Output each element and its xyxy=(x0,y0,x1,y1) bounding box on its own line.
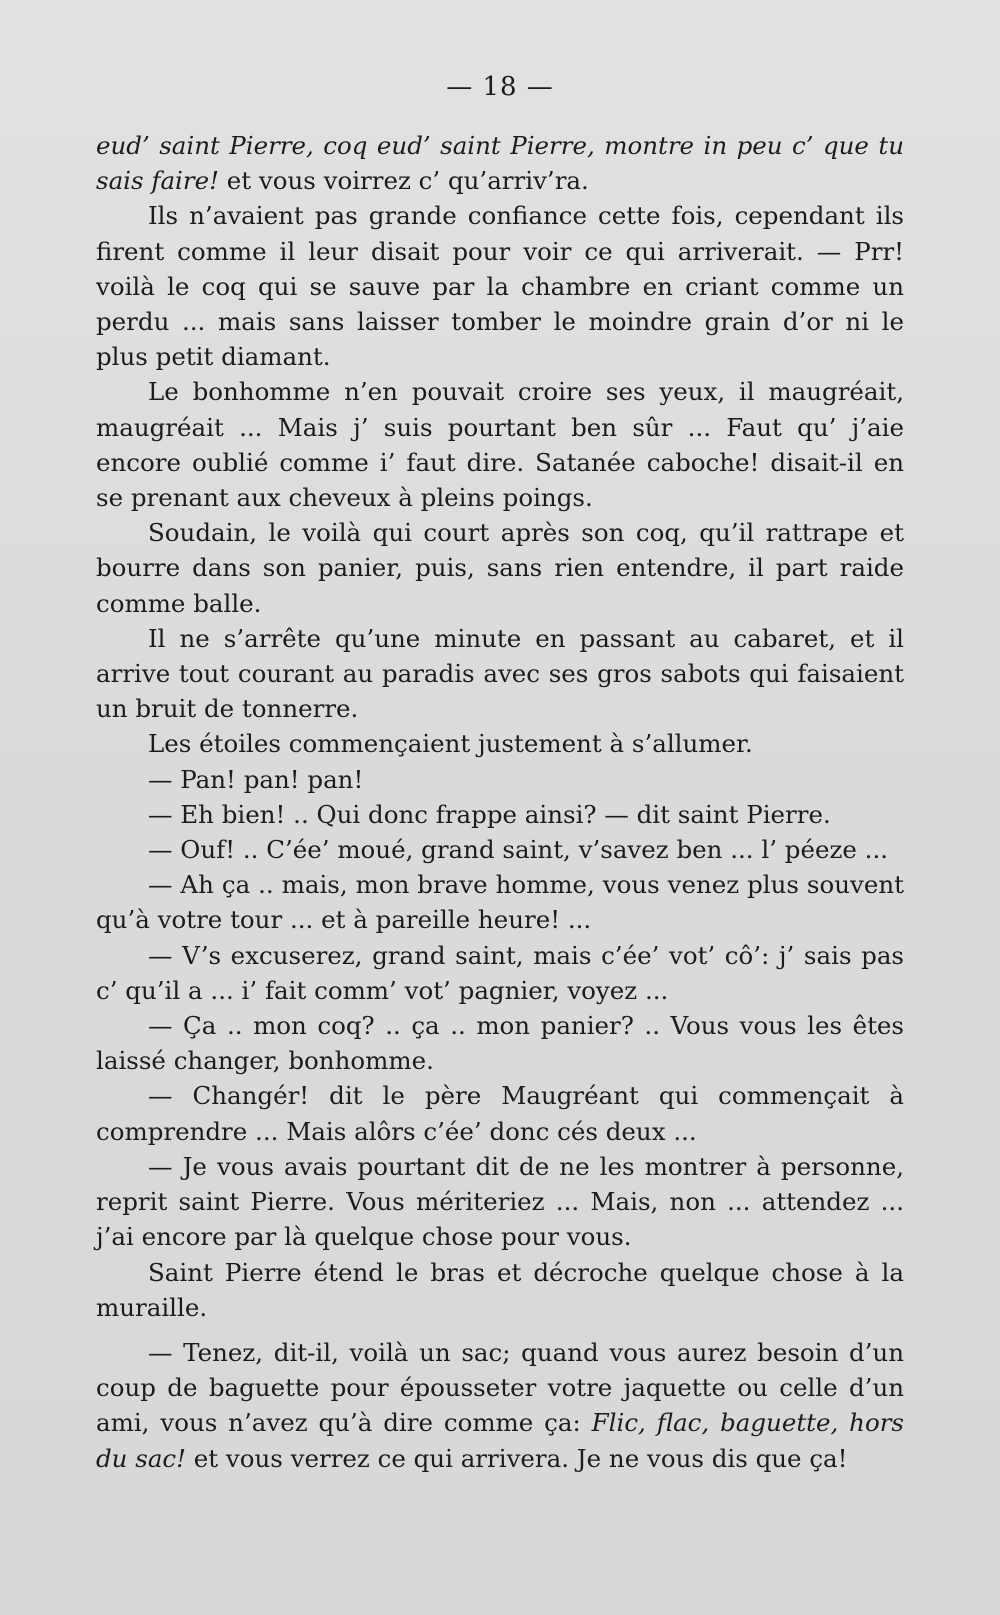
text-run: — Tenez, dit-il, voilà un sac; quand vous aurez besoin d’un coup de baguette pour épousseter votre jaquette ou celle d’un ami, vous n’avez qu’à dire comme ça: xyxy=(96,1337,904,1438)
dialogue-line-1: — Pan! pan! pan! xyxy=(148,764,364,794)
text-run: et vous voirrez c’ qu’arriv’ra. xyxy=(218,166,589,196)
paragraph-5: Il ne s’arrête qu’une minute en passant au cabaret, et il arrive tout courant au paradis avec ses gros sabots qui faisaient un bruit de tonnerre. xyxy=(96,623,904,724)
paragraph-6: Les étoiles commençaient justement à s’allumer. xyxy=(148,729,753,759)
body-text xyxy=(96,128,904,1476)
paragraph-final xyxy=(96,1335,904,1476)
dialogue-line-2: — Eh bien! .. Qui donc frappe ainsi? — dit saint Pierre. xyxy=(148,799,831,829)
dialogue-line-7: — Changér! dit le père Maugréant qui commençait à comprendre ... Mais alôrs c’ée’ donc cés deux ... xyxy=(96,1081,904,1146)
paragraph-3: Le bonhomme n’en pouvait croire ses yeux, il maugréait, maugréait ... Mais j’ suis pourtant ben sûr ... Faut qu’ j’aie encore oublié comme i’ faut dire. Satanée caboche! disait-il en se prenant aux cheveux à pleins poings. xyxy=(96,377,904,513)
dialogue-line-3: — Ouf! .. C’ée’ moué, grand saint, v’savez ben ... l’ péeze ... xyxy=(148,835,889,865)
paragraph-narration: Saint Pierre étend le bras et décroche quelque chose à la muraille. xyxy=(96,1257,904,1322)
dialogue-line-4: — Ah ça .. mais, mon brave homme, vous venez plus souvent qu’à votre tour ... et à pareille heure! ... xyxy=(96,870,904,935)
dialogue-line-5: — V’s excuserez, grand saint, mais c’ée’ vot’ cô’: j’ sais pas c’ qu’il a ... i’ fait comm’ vot’ pagnier, voyez ... xyxy=(96,940,904,1005)
dialogue-line-8: — Je vous avais pourtant dit de ne les montrer à personne, reprit saint Pierre. Vous mériteriez ... Mais, non ... attendez ... j’ai encore par là quelque chose pour vous. xyxy=(96,1151,904,1252)
paragraph-2: Ils n’avaient pas grande confiance cette fois, cependant ils firent comme il leur disait pour voir ce qui arriverait. — Prr! voilà le coq qui se sauve par la chambre en criant comme un perdu ... mais sans laisser tomber le moindre grain d’or ni le plus petit diamant. xyxy=(96,201,904,372)
paragraph-1 xyxy=(96,128,904,198)
dialogue-line-6: — Ça .. mon coq? .. ça .. mon panier? .. Vous vous les êtes laissé changer, bonhomme. xyxy=(96,1011,904,1076)
paragraph-4: Soudain, le voilà qui court après son coq, qu’il rattrape et bourre dans son panier, puis, sans rien entendre, il part raide comme balle. xyxy=(96,518,904,618)
italic-phrase: Flic, flac, baguette, hors du sac! xyxy=(96,1408,905,1473)
page-number: — 18 — xyxy=(446,72,554,102)
italic-phrase: eud’ saint Pierre, coq eud’ saint Pierre, montre in peu c’ que tu sais faire! xyxy=(96,131,904,196)
text-run: et vous verrez ce qui arrivera. Je ne vous dis que ça! xyxy=(186,1443,848,1473)
